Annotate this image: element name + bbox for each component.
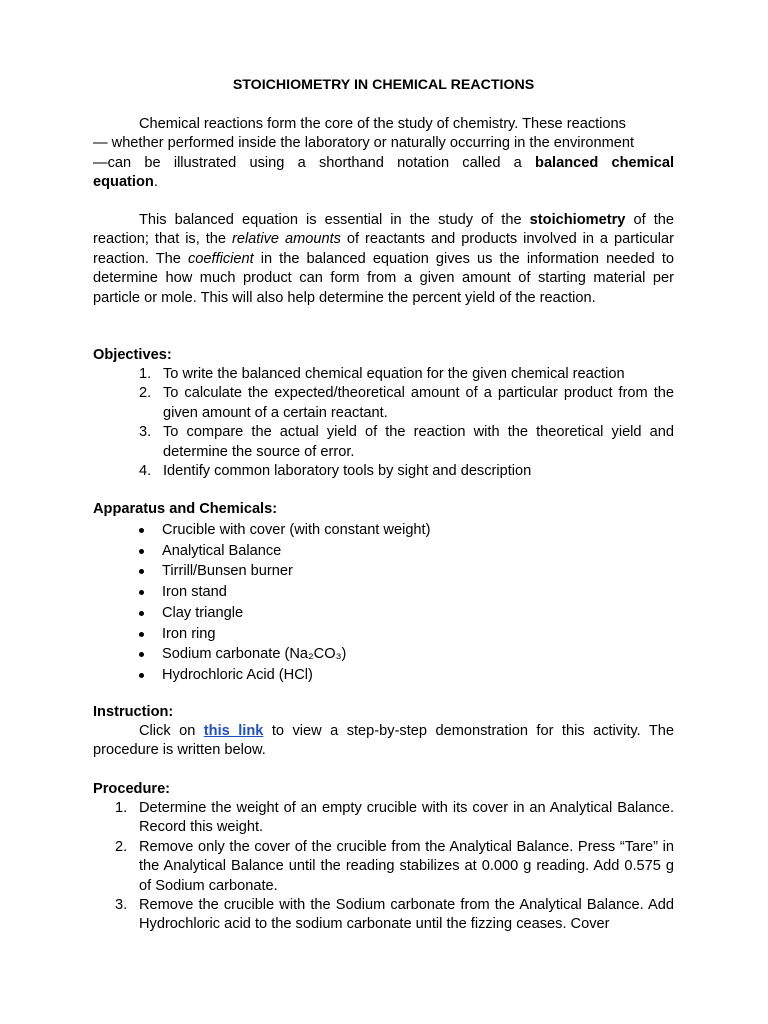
bold-term: equation [93, 174, 154, 191]
list-item: Hydrochloric Acid (HCl) [162, 665, 430, 686]
procedure-list [115, 799, 674, 935]
list-item: Tirrill/Bunsen burner [162, 561, 430, 582]
bullet-icon [139, 673, 144, 678]
demonstration-link[interactable]: this link [203, 723, 264, 739]
bullet-icon [139, 569, 144, 574]
intro-p1-line-2: — whether performed inside the laboratory or naturally occurring in the environment [93, 135, 635, 152]
bullet-icon [139, 590, 144, 595]
intro-p1-line-4: equation. [93, 174, 158, 191]
apparatus-heading: Apparatus and Chemicals: [93, 501, 278, 517]
list-item: 3. Remove the crucible with the Sodium carbonate from the Analytical Balance. Add Hydrochloric acid to the sodium carbonate until the fizzing ceases. Cover [115, 897, 674, 933]
intro-paragraph-2: This balanced equation is essential in the study of the stoichiometry of the reaction; that is, the relative amounts of reactants and products involved in a particular reaction. The coefficient in the balanced equation gives us the information needed to determine how much product can form from a given amount of starting material per particle or mole. This will also help determine the percent yield of the reaction. [93, 212, 675, 306]
list-item: Clay triangle [162, 603, 430, 624]
intro-p1-line-3: —can be illustrated using a shorthand notation called a balanced chemical [93, 154, 674, 171]
instruction-heading: Instruction: [93, 704, 174, 720]
bullet-icon [139, 611, 144, 616]
bullet-icon [139, 528, 144, 533]
procedure-heading: Procedure: [93, 781, 171, 797]
bullet-icon [139, 652, 144, 657]
objectives-list [139, 365, 674, 481]
italic-term: relative amounts [231, 231, 341, 248]
bullet-icon [139, 549, 144, 554]
list-item: 1. Determine the weight of an empty crucible with its cover in an Analytical Balance. Record this weight. [115, 800, 674, 836]
bullet-icon [139, 632, 144, 637]
bold-term: balanced chemical [535, 154, 674, 171]
objectives-heading: Objectives: [93, 347, 172, 363]
list-item: Sodium carbonate (Na₂CO₃) [162, 644, 430, 665]
list-item: 2. Remove only the cover of the crucible from the Analytical Balance. Press “Tare” in the Analytical Balance until the reading stabilizes at 0.000 g reading. Add 0.575 g of Sodium carbonate. [115, 838, 674, 894]
instruction-paragraph: Click on this link to view a step-by-step demonstration for this activity. The procedure is written below. [93, 723, 675, 759]
page-title: STOICHIOMETRY IN CHEMICAL REACTIONS [232, 77, 535, 93]
list-item: 3. To compare the actual yield of the reaction with the theoretical yield and determine the source of error. [139, 424, 674, 460]
list-item: Crucible with cover (with constant weight) [162, 520, 430, 541]
list-item: Iron ring [162, 624, 430, 645]
list-item: 4. Identify common laboratory tools by sight and description [139, 463, 532, 480]
intro-p1-line-1: Chemical reactions form the core of the study of chemistry. These reactions [139, 116, 626, 132]
list-item: 1. To write the balanced chemical equation for the given chemical reaction [139, 366, 625, 382]
bold-term: stoichiometry [529, 212, 626, 228]
list-item: Iron stand [162, 582, 430, 603]
intro-paragraph-1 [93, 115, 674, 193]
apparatus-list [162, 520, 430, 686]
italic-term: coefficient [187, 250, 254, 267]
list-item: Analytical Balance [162, 541, 430, 562]
list-item: 2. To calculate the expected/theoretical amount of a particular product from the given amount of a certain reactant. [139, 385, 674, 421]
